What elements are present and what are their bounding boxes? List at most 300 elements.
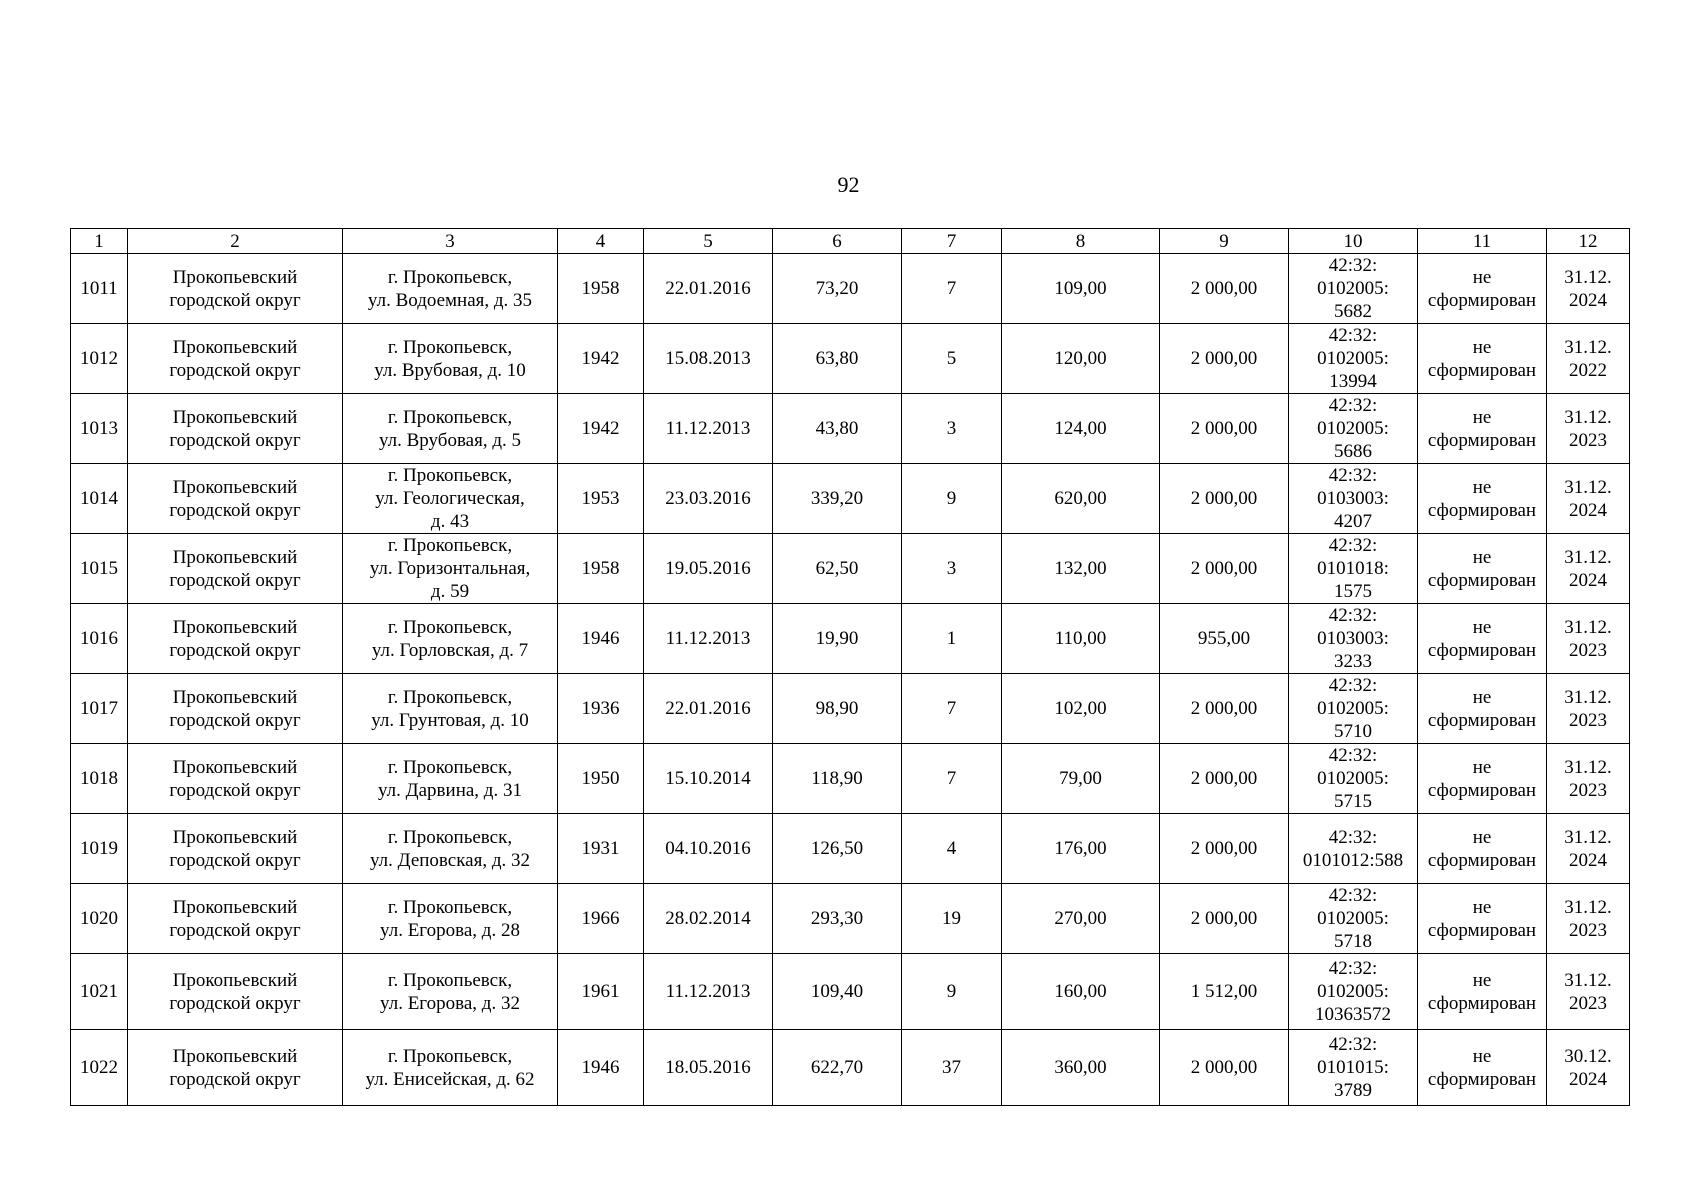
table-row (71, 254, 1630, 324)
table-row (71, 464, 1630, 534)
cadastral-number-cell-line: 42:32: (1328, 826, 1378, 848)
amount-cell: 2 000,00 (1160, 254, 1289, 324)
address-cell-line: г. Прокопьевск, (387, 756, 513, 778)
amount-cell: 2 000,00 (1160, 1030, 1289, 1106)
deadline-cell (1547, 464, 1630, 534)
table-body (71, 254, 1630, 1106)
deadline-cell (1547, 814, 1630, 884)
cadastral-number-cell-line: 42:32: (1328, 535, 1378, 556)
municipality-cell (128, 674, 343, 744)
residents-cell: 9 (902, 464, 1002, 534)
cadastral-number-cell (1289, 394, 1418, 464)
status-cell-line: не (1472, 826, 1492, 848)
year-cell: 1961 (558, 954, 644, 1030)
status-cell (1418, 674, 1547, 744)
status-cell-line: не (1472, 406, 1492, 428)
cadastral-number-cell (1289, 744, 1418, 814)
year-cell: 1958 (558, 534, 644, 604)
year-cell: 1953 (558, 464, 644, 534)
table-row (71, 394, 1630, 464)
municipality-cell-line: городской округ (169, 289, 301, 311)
land-area-cell: 110,00 (1002, 604, 1160, 674)
amount-cell: 2 000,00 (1160, 814, 1289, 884)
row-number-cell: 1015 (71, 534, 128, 604)
municipality-cell (128, 744, 343, 814)
cadastral-number-cell-line: 0102005: (1317, 908, 1389, 929)
deadline-cell-line: 2024 (1569, 499, 1607, 521)
cadastral-number-cell-line: 42:32: (1328, 958, 1378, 979)
address-cell-line: г. Прокопьевск, (387, 406, 513, 428)
table-row (71, 884, 1630, 954)
municipality-cell-line: городской округ (169, 499, 301, 521)
cadastral-number-cell-line: 0102005: (1317, 418, 1389, 439)
deadline-cell (1547, 744, 1630, 814)
deadline-cell-line: 31.12. (1564, 616, 1612, 638)
year-cell: 1931 (558, 814, 644, 884)
municipality-cell-line: Прокопьевский (172, 1045, 298, 1067)
land-area-cell: 109,00 (1002, 254, 1160, 324)
column-number-header: 12 (1547, 229, 1630, 254)
date-cell: 28.02.2014 (644, 884, 773, 954)
status-cell-line: сформирован (1427, 919, 1537, 941)
column-number-row (71, 229, 1630, 254)
status-cell-line: сформирован (1427, 569, 1537, 591)
municipality-cell-line: городской округ (169, 779, 301, 801)
cadastral-number-cell-line: 42:32: (1328, 395, 1378, 416)
deadline-cell-line: 2024 (1569, 1068, 1607, 1090)
year-cell: 1936 (558, 674, 644, 744)
land-area-cell: 360,00 (1002, 1030, 1160, 1106)
status-cell-line: сформирован (1427, 849, 1537, 871)
row-number-cell: 1022 (71, 1030, 128, 1106)
deadline-cell-line: 2024 (1569, 849, 1607, 871)
date-cell: 19.05.2016 (644, 534, 773, 604)
cadastral-number-cell-line: 0101015: (1317, 1057, 1389, 1078)
row-number-cell: 1013 (71, 394, 128, 464)
column-number-header: 11 (1418, 229, 1547, 254)
amount-cell: 1 512,00 (1160, 954, 1289, 1030)
cadastral-number-cell (1289, 1030, 1418, 1106)
status-cell-line: не (1472, 969, 1492, 991)
address-cell (343, 1030, 558, 1106)
status-cell (1418, 534, 1547, 604)
deadline-cell-line: 31.12. (1564, 546, 1612, 568)
year-cell: 1966 (558, 884, 644, 954)
address-cell (343, 814, 558, 884)
address-cell-line: г. Прокопьевск, (387, 686, 513, 708)
cadastral-number-cell (1289, 954, 1418, 1030)
municipality-cell-line: Прокопьевский (172, 756, 298, 778)
address-cell (343, 954, 558, 1030)
column-number-header: 8 (1002, 229, 1160, 254)
residents-cell: 4 (902, 814, 1002, 884)
deadline-cell (1547, 324, 1630, 394)
deadline-cell-line: 31.12. (1564, 476, 1612, 498)
address-cell-line: ул. Енисейская, д. 62 (365, 1068, 535, 1090)
address-cell (343, 604, 558, 674)
area-cell: 293,30 (773, 884, 902, 954)
land-area-cell: 79,00 (1002, 744, 1160, 814)
area-cell: 118,90 (773, 744, 902, 814)
deadline-cell-line: 31.12. (1564, 969, 1612, 991)
table-row (71, 1030, 1630, 1106)
deadline-cell (1547, 674, 1630, 744)
year-cell: 1946 (558, 1030, 644, 1106)
address-cell (343, 884, 558, 954)
municipality-cell (128, 814, 343, 884)
row-number-cell: 1018 (71, 744, 128, 814)
cadastral-number-cell-line: 10363572 (1315, 1004, 1391, 1025)
page-number: 92 (837, 172, 860, 197)
cadastral-number-cell-line: 42:32: (1328, 465, 1378, 486)
address-cell-line: г. Прокопьевск, (387, 896, 513, 918)
deadline-cell-line: 2024 (1569, 289, 1607, 311)
address-cell (343, 464, 558, 534)
cadastral-number-cell-line: 0102005: (1317, 348, 1389, 369)
municipality-cell-line: городской округ (169, 919, 301, 941)
amount-cell: 955,00 (1160, 604, 1289, 674)
municipality-cell (128, 954, 343, 1030)
row-number-cell: 1016 (71, 604, 128, 674)
deadline-cell-line: 31.12. (1564, 406, 1612, 428)
residents-cell: 7 (902, 744, 1002, 814)
status-cell-line: не (1472, 546, 1492, 568)
date-cell: 04.10.2016 (644, 814, 773, 884)
municipality-cell-line: Прокопьевский (172, 336, 298, 358)
status-cell-line: сформирован (1427, 429, 1537, 451)
address-cell-line: г. Прокопьевск, (387, 336, 513, 358)
cadastral-number-cell (1289, 254, 1418, 324)
cadastral-number-cell (1289, 324, 1418, 394)
deadline-cell-line: 2023 (1569, 992, 1607, 1014)
status-cell-line: не (1472, 896, 1492, 918)
area-cell: 73,20 (773, 254, 902, 324)
row-number-cell: 1021 (71, 954, 128, 1030)
status-cell-line: не (1472, 1045, 1492, 1067)
cadastral-number-cell-line: 0102005: (1317, 981, 1389, 1002)
table-row (71, 814, 1630, 884)
status-cell (1418, 954, 1547, 1030)
cadastral-number-cell-line: 42:32: (1328, 745, 1378, 766)
residents-cell: 19 (902, 884, 1002, 954)
land-area-cell: 132,00 (1002, 534, 1160, 604)
column-number-header: 4 (558, 229, 644, 254)
address-cell-line: г. Прокопьевск, (387, 535, 513, 556)
table-row (71, 534, 1630, 604)
deadline-cell-line: 2023 (1569, 709, 1607, 731)
address-cell (343, 744, 558, 814)
municipality-cell-line: Прокопьевский (172, 406, 298, 428)
cadastral-number-cell-line: 4207 (1334, 511, 1372, 532)
year-cell: 1942 (558, 394, 644, 464)
municipality-cell (128, 394, 343, 464)
cadastral-number-cell (1289, 884, 1418, 954)
column-number-header: 7 (902, 229, 1002, 254)
date-cell: 23.03.2016 (644, 464, 773, 534)
area-cell: 126,50 (773, 814, 902, 884)
status-cell-line: не (1472, 686, 1492, 708)
municipality-cell (128, 324, 343, 394)
cadastral-number-cell-line: 13994 (1329, 371, 1377, 392)
status-cell-line: не (1472, 616, 1492, 638)
cadastral-number-cell-line: 5686 (1334, 441, 1372, 462)
deadline-cell-line: 31.12. (1564, 336, 1612, 358)
status-cell-line: сформирован (1427, 992, 1537, 1014)
address-cell-line: ул. Егорова, д. 28 (380, 919, 520, 941)
cadastral-number-cell (1289, 604, 1418, 674)
deadline-cell-line: 2022 (1569, 359, 1607, 381)
address-cell-line: г. Прокопьевск, (387, 1045, 513, 1067)
date-cell: 11.12.2013 (644, 604, 773, 674)
date-cell: 15.08.2013 (644, 324, 773, 394)
amount-cell: 2 000,00 (1160, 464, 1289, 534)
cadastral-number-cell-line: 42:32: (1328, 1034, 1378, 1055)
status-cell-line: не (1472, 336, 1492, 358)
address-cell (343, 254, 558, 324)
land-area-cell: 620,00 (1002, 464, 1160, 534)
cadastral-number-cell-line: 5710 (1334, 721, 1372, 742)
address-cell-line: г. Прокопьевск, (387, 465, 513, 486)
column-number-header: 5 (644, 229, 773, 254)
cadastral-number-cell-line: 0102005: (1317, 698, 1389, 719)
municipality-cell-line: Прокопьевский (172, 826, 298, 848)
municipality-cell-line: городской округ (169, 359, 301, 381)
residents-cell: 7 (902, 254, 1002, 324)
municipality-cell (128, 1030, 343, 1106)
status-cell (1418, 254, 1547, 324)
status-cell (1418, 464, 1547, 534)
address-cell-line: ул. Горловская, д. 7 (371, 639, 529, 661)
table-row (71, 604, 1630, 674)
cadastral-number-cell-line: 0102005: (1317, 768, 1389, 789)
land-area-cell: 160,00 (1002, 954, 1160, 1030)
status-cell (1418, 604, 1547, 674)
status-cell-line: сформирован (1427, 779, 1537, 801)
cadastral-number-cell (1289, 814, 1418, 884)
deadline-cell-line: 31.12. (1564, 896, 1612, 918)
status-cell-line: сформирован (1427, 709, 1537, 731)
area-cell: 339,20 (773, 464, 902, 534)
municipality-cell (128, 254, 343, 324)
address-cell-line: д. 43 (430, 511, 470, 532)
status-cell-line: сформирован (1427, 1068, 1537, 1090)
municipality-cell-line: городской округ (169, 992, 301, 1014)
area-cell: 622,70 (773, 1030, 902, 1106)
residents-cell: 1 (902, 604, 1002, 674)
status-cell-line: не (1472, 476, 1492, 498)
municipality-cell-line: Прокопьевский (172, 896, 298, 918)
address-cell-line: д. 59 (430, 581, 470, 602)
deadline-cell-line: 31.12. (1564, 266, 1612, 288)
municipality-cell (128, 604, 343, 674)
cadastral-number-cell-line: 0101012:588 (1302, 849, 1404, 871)
year-cell: 1942 (558, 324, 644, 394)
address-cell-line: ул. Деповская, д. 32 (369, 849, 530, 871)
deadline-cell (1547, 1030, 1630, 1106)
column-number-header: 6 (773, 229, 902, 254)
date-cell: 11.12.2013 (644, 954, 773, 1030)
deadline-cell-line: 31.12. (1564, 756, 1612, 778)
address-cell-line: ул. Геологическая, (375, 488, 525, 509)
cadastral-number-cell-line: 42:32: (1328, 885, 1378, 906)
area-cell: 63,80 (773, 324, 902, 394)
municipality-cell-line: городской округ (169, 1068, 301, 1090)
residents-cell: 7 (902, 674, 1002, 744)
row-number-cell: 1012 (71, 324, 128, 394)
address-cell (343, 324, 558, 394)
municipality-cell-line: Прокопьевский (172, 266, 298, 288)
address-cell-line: г. Прокопьевск, (387, 616, 513, 638)
land-area-cell: 124,00 (1002, 394, 1160, 464)
address-cell (343, 394, 558, 464)
area-cell: 98,90 (773, 674, 902, 744)
row-number-cell: 1011 (71, 254, 128, 324)
municipality-cell-line: Прокопьевский (172, 686, 298, 708)
cadastral-number-cell (1289, 464, 1418, 534)
date-cell: 15.10.2014 (644, 744, 773, 814)
status-cell-line: сформирован (1427, 499, 1537, 521)
status-cell-line: сформирован (1427, 639, 1537, 661)
amount-cell: 2 000,00 (1160, 744, 1289, 814)
deadline-cell-line: 2023 (1569, 429, 1607, 451)
cadastral-number-cell-line: 42:32: (1328, 255, 1378, 276)
status-cell-line: не (1472, 266, 1492, 288)
residents-cell: 3 (902, 534, 1002, 604)
address-cell-line: ул. Врубовая, д. 10 (374, 359, 526, 381)
amount-cell: 2 000,00 (1160, 394, 1289, 464)
cadastral-number-cell-line: 5718 (1334, 931, 1372, 952)
address-cell-line: г. Прокопьевск, (387, 826, 513, 848)
area-cell: 19,90 (773, 604, 902, 674)
deadline-cell-line: 31.12. (1564, 826, 1612, 848)
row-number-cell: 1020 (71, 884, 128, 954)
date-cell: 18.05.2016 (644, 1030, 773, 1106)
date-cell: 22.01.2016 (644, 674, 773, 744)
table-row (71, 324, 1630, 394)
municipality-cell-line: Прокопьевский (172, 476, 298, 498)
cadastral-number-cell-line: 42:32: (1328, 605, 1378, 626)
deadline-cell (1547, 254, 1630, 324)
area-cell: 43,80 (773, 394, 902, 464)
municipality-cell (128, 534, 343, 604)
deadline-cell-line: 30.12. (1564, 1045, 1612, 1067)
address-cell (343, 534, 558, 604)
housing-registry-table (70, 228, 1630, 1106)
address-cell-line: ул. Горизонтальная, (369, 558, 531, 579)
status-cell (1418, 1030, 1547, 1106)
status-cell (1418, 884, 1547, 954)
deadline-cell-line: 2023 (1569, 779, 1607, 801)
deadline-cell-line: 2024 (1569, 569, 1607, 591)
address-cell (343, 674, 558, 744)
municipality-cell-line: Прокопьевский (172, 616, 298, 638)
deadline-cell (1547, 604, 1630, 674)
amount-cell: 2 000,00 (1160, 324, 1289, 394)
municipality-cell-line: Прокопьевский (172, 546, 298, 568)
residents-cell: 5 (902, 324, 1002, 394)
table-row (71, 744, 1630, 814)
municipality-cell-line: городской округ (169, 639, 301, 661)
status-cell-line: сформирован (1427, 289, 1537, 311)
column-number-header: 10 (1289, 229, 1418, 254)
status-cell (1418, 814, 1547, 884)
cadastral-number-cell-line: 5715 (1334, 791, 1372, 812)
residents-cell: 37 (902, 1030, 1002, 1106)
municipality-cell-line: городской округ (169, 569, 301, 591)
amount-cell: 2 000,00 (1160, 884, 1289, 954)
deadline-cell (1547, 534, 1630, 604)
municipality-cell (128, 884, 343, 954)
column-number-header: 3 (343, 229, 558, 254)
cadastral-number-cell-line: 42:32: (1328, 675, 1378, 696)
cadastral-number-cell-line: 0103003: (1317, 488, 1389, 509)
address-cell-line: ул. Дарвина, д. 31 (378, 779, 522, 801)
row-number-cell: 1019 (71, 814, 128, 884)
table-row (71, 954, 1630, 1030)
amount-cell: 2 000,00 (1160, 674, 1289, 744)
residents-cell: 9 (902, 954, 1002, 1030)
area-cell: 109,40 (773, 954, 902, 1030)
address-cell-line: г. Прокопьевск, (387, 266, 513, 288)
year-cell: 1958 (558, 254, 644, 324)
amount-cell: 2 000,00 (1160, 534, 1289, 604)
address-cell-line: ул. Водоемная, д. 35 (367, 289, 533, 311)
status-cell-line: сформирован (1427, 359, 1537, 381)
cadastral-number-cell-line: 0102005: (1317, 278, 1389, 299)
area-cell: 62,50 (773, 534, 902, 604)
date-cell: 11.12.2013 (644, 394, 773, 464)
cadastral-number-cell-line: 0103003: (1317, 628, 1389, 649)
municipality-cell-line: городской округ (169, 849, 301, 871)
year-cell: 1950 (558, 744, 644, 814)
land-area-cell: 270,00 (1002, 884, 1160, 954)
residents-cell: 3 (902, 394, 1002, 464)
deadline-cell (1547, 394, 1630, 464)
municipality-cell-line: городской округ (169, 429, 301, 451)
date-cell: 22.01.2016 (644, 254, 773, 324)
deadline-cell-line: 31.12. (1564, 686, 1612, 708)
deadline-cell-line: 2023 (1569, 919, 1607, 941)
deadline-cell (1547, 884, 1630, 954)
cadastral-number-cell (1289, 534, 1418, 604)
cadastral-number-cell-line: 3233 (1334, 651, 1372, 672)
cadastral-number-cell-line: 0101018: (1317, 558, 1389, 579)
year-cell: 1946 (558, 604, 644, 674)
cadastral-number-cell-line: 42:32: (1328, 325, 1378, 346)
address-cell-line: ул. Грунтовая, д. 10 (371, 709, 529, 731)
cadastral-number-cell-line: 3789 (1334, 1080, 1372, 1101)
address-cell-line: ул. Егорова, д. 32 (380, 992, 520, 1014)
column-number-header: 1 (71, 229, 128, 254)
row-number-cell: 1014 (71, 464, 128, 534)
land-area-cell: 120,00 (1002, 324, 1160, 394)
cadastral-number-cell-line: 1575 (1334, 581, 1372, 602)
municipality-cell (128, 464, 343, 534)
land-area-cell: 176,00 (1002, 814, 1160, 884)
deadline-cell (1547, 954, 1630, 1030)
deadline-cell-line: 2023 (1569, 639, 1607, 661)
municipality-cell-line: Прокопьевский (172, 969, 298, 991)
table-row (71, 674, 1630, 744)
municipality-cell-line: городской округ (169, 709, 301, 731)
status-cell (1418, 394, 1547, 464)
status-cell (1418, 324, 1547, 394)
address-cell-line: ул. Врубовая, д. 5 (378, 429, 522, 451)
cadastral-number-cell (1289, 674, 1418, 744)
address-cell-line: г. Прокопьевск, (387, 969, 513, 991)
status-cell-line: не (1472, 756, 1492, 778)
column-number-header: 9 (1160, 229, 1289, 254)
